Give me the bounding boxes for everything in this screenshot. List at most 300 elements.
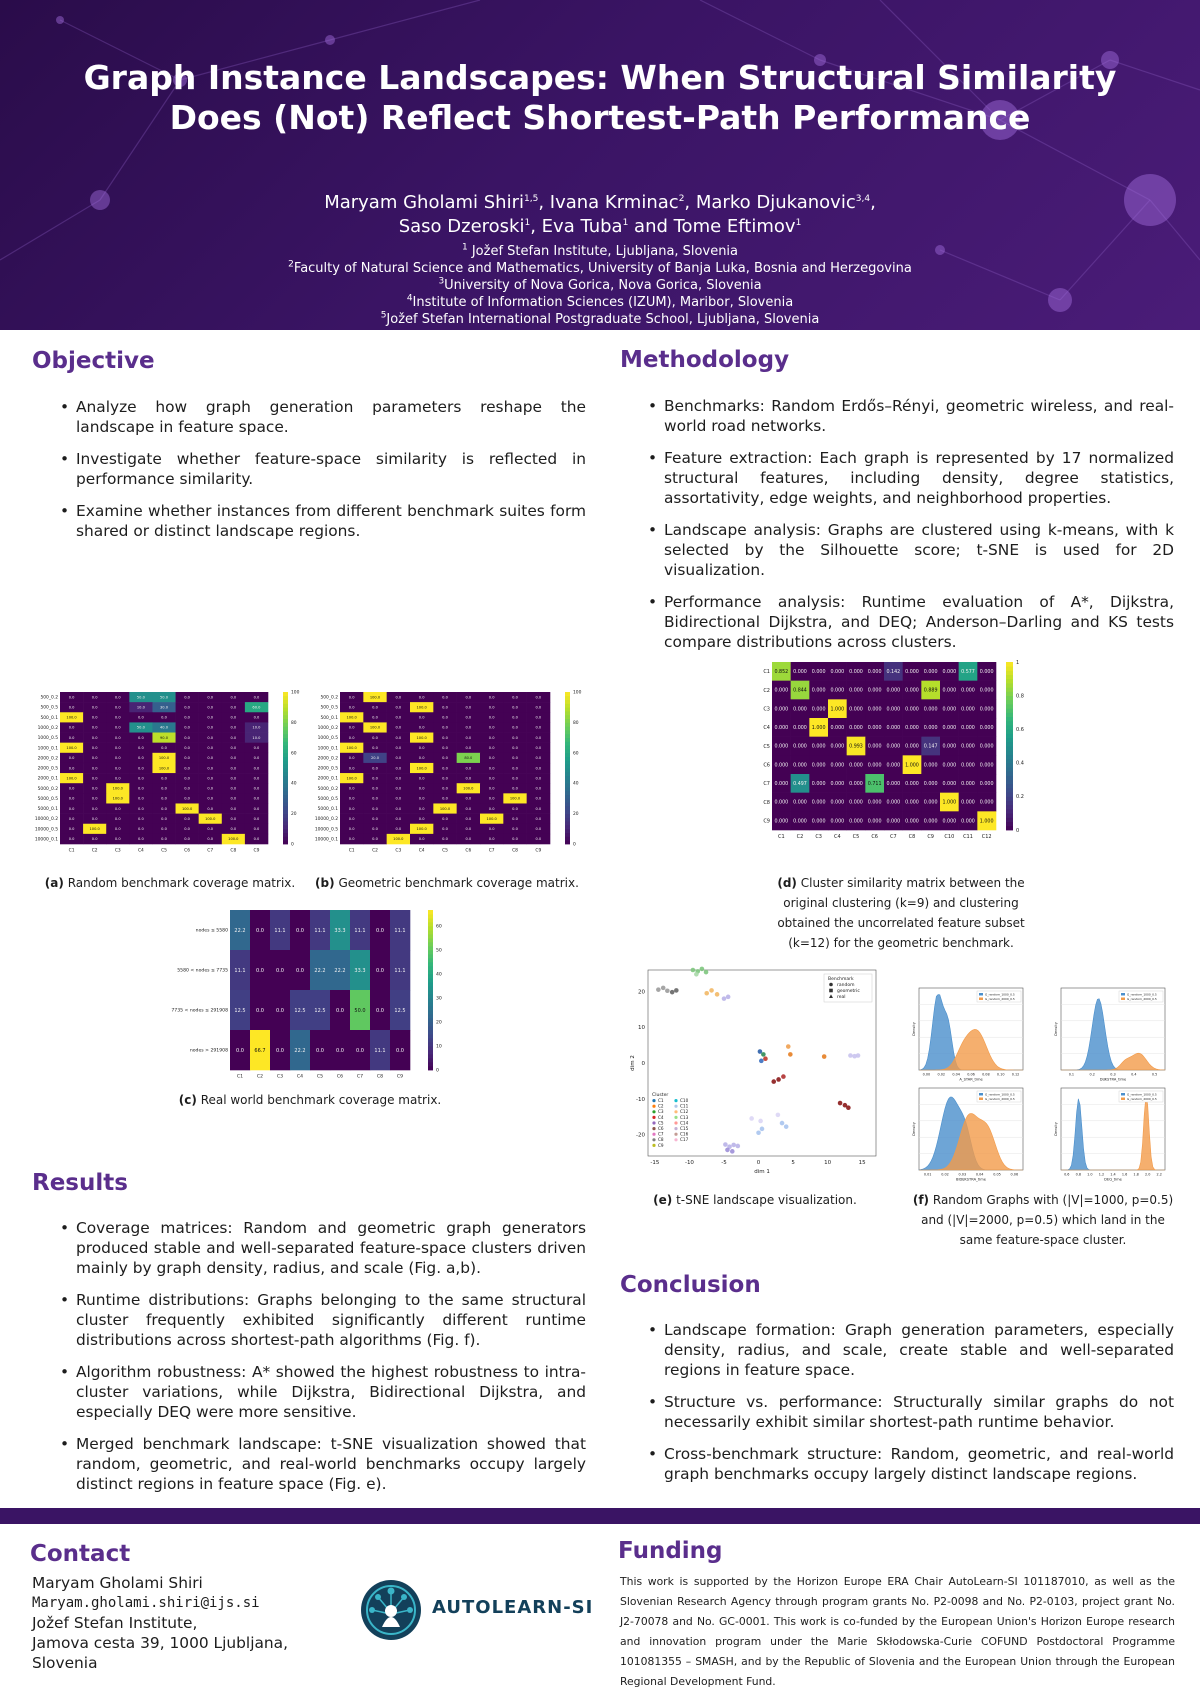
row-tick-label: 1000_0.5 (317, 736, 338, 742)
y-axis-label: Density (1054, 1122, 1058, 1136)
caption-label: (d) (777, 876, 797, 890)
cell-value-label: 0.0 (253, 786, 260, 791)
colorbar-segment (428, 1026, 433, 1030)
cell-value-label: 0.0 (114, 695, 121, 700)
cell-value-label: 0.0 (512, 705, 518, 710)
cell-value-label: 1.000 (979, 819, 994, 825)
col-tick-label: C4 (833, 834, 841, 840)
tsne-point (730, 1149, 735, 1154)
col-tick-label: C9 (253, 848, 260, 854)
cell-value-label: 100.0 (463, 786, 474, 791)
row-tick-label: C5 (763, 743, 770, 750)
cell-value-label: 0.000 (867, 670, 882, 676)
x-tick-label: 0.02 (941, 1172, 949, 1177)
cell-value-label: 0.000 (886, 726, 901, 732)
caption-text: Cluster similarity matrix between the original clustering (k=9) and clustering obtained the uncorrelated feature subset (k=12) for the geometric benchmark. (777, 876, 1025, 950)
cell-value-label: 0.0 (138, 786, 144, 791)
tsne-point (784, 1124, 789, 1129)
cell-value-label: 0.0 (465, 715, 472, 720)
legend-label: G_random_2000_0.5 (1127, 996, 1157, 1001)
cell-value-label: 0.0 (253, 766, 260, 771)
cell-value-label: 0.0 (372, 766, 378, 771)
legend-marker (829, 989, 833, 993)
colorbar-segment (283, 833, 288, 837)
colorbar-segment (565, 802, 570, 806)
colorbar-segment (565, 817, 570, 821)
contact-email-link[interactable]: Maryam.gholami.shiri@ijs.si (32, 1595, 260, 1611)
cell-value-label: 0.0 (253, 695, 260, 700)
cell-value-label: 0.000 (979, 782, 994, 788)
col-tick-label: C8 (512, 848, 518, 854)
colorbar-segment (1006, 759, 1013, 764)
cell-value-label: 12.5 (294, 1007, 306, 1014)
cell-value-label: 0.0 (395, 735, 402, 740)
cell-value-label: 0.0 (418, 695, 425, 700)
colorbar-segment (1006, 696, 1013, 701)
cell-value-label: 0.0 (535, 766, 542, 771)
col-tick-label: C5 (161, 848, 167, 854)
colorbar-tick-label: 10 (436, 1044, 442, 1050)
cell-value-label: 0.000 (886, 707, 901, 713)
cell-value-label: 0.000 (849, 763, 863, 769)
cell-value-label: 22.2 (294, 1047, 306, 1054)
cell-value-label: 0.000 (923, 819, 938, 825)
colorbar-tick-label: 0 (291, 842, 294, 848)
cell-value-label: 0.000 (830, 782, 845, 788)
cell-value-label: 0.0 (138, 816, 144, 821)
cell-value-label: 0.852 (774, 670, 789, 676)
cell-value-label: 0.000 (774, 744, 789, 750)
row-tick-label: 1000_0.2 (317, 726, 338, 732)
col-tick-label: C1 (348, 848, 355, 854)
x-tick-label: 0.5 (1151, 1072, 1158, 1077)
colorbar-tick-label: 0.8 (1016, 693, 1024, 700)
cell-value-label: 0.0 (442, 816, 448, 821)
conclusion-heading: Conclusion (620, 1272, 761, 1298)
cell-value-label: 0.0 (465, 816, 472, 821)
author-list: Maryam Gholami Shiri$^{1,5}$, Ivana Krminac$^2$, Marko Djukanovic$^{3,4}$, Saso Dzeroski$^1$, Eva Tuba$^1$ and Tome Eftimov$^1$ (324, 192, 876, 237)
cell-value-label: 0.0 (184, 776, 190, 781)
colorbar-tick-label: 100 (291, 690, 300, 696)
colorbar-segment (428, 954, 433, 958)
colorbar-segment (565, 738, 570, 742)
x-tick-label: 1.2 (1098, 1172, 1105, 1177)
col-tick-label: C6 (871, 834, 879, 840)
y-axis-label: Density (912, 1022, 916, 1036)
cell-value-label: 0.0 (114, 725, 121, 730)
legend-swatch (1121, 998, 1125, 1001)
author-name: Saso Dzeroski (398, 216, 525, 237)
cell-value-label: 11.1 (394, 967, 406, 974)
col-tick-label: C1 (777, 834, 785, 840)
cell-value-label: 0.0 (114, 827, 121, 832)
cell-value-label: 0.0 (348, 695, 355, 700)
cell-value-label: 0.0 (138, 827, 144, 832)
colorbar-segment (428, 910, 433, 914)
cell-value-label: 0.0 (488, 695, 495, 700)
cell-value-label: 11.1 (354, 927, 366, 934)
affiliation-sup: 4 (406, 293, 413, 304)
cell-value-label: 0.0 (535, 715, 542, 720)
caption-label: (b) (315, 876, 335, 890)
row-tick-label: 500_0.2 (40, 695, 58, 701)
colorbar-segment (1006, 780, 1013, 785)
cell-value-label: 10.0 (252, 735, 261, 740)
col-tick-label: C3 (276, 1074, 284, 1080)
cell-value-label: 0.0 (442, 745, 448, 750)
cell-value-label: 0.0 (230, 766, 237, 771)
colorbar-segment (1006, 708, 1013, 713)
col-tick-label: C8 (230, 848, 237, 854)
colorbar-tick-label: 20 (573, 812, 579, 818)
author-name: Marko Djukanovic (695, 192, 856, 213)
cell-value-label: 0.0 (488, 725, 495, 730)
cell-value-label: 0.0 (535, 705, 542, 710)
colorbar-segment (428, 1058, 433, 1062)
colorbar-segment (565, 806, 570, 810)
x-tick-label: 5 (791, 1160, 795, 1166)
cluster-legend-label: C5 (658, 1120, 664, 1126)
cell-value-label: 0.000 (830, 744, 845, 750)
col-tick-label: C4 (296, 1074, 304, 1080)
cell-value-label: 0.0 (207, 776, 214, 781)
cluster-legend-marker (674, 1121, 677, 1124)
cell-value-label: 1.000 (811, 726, 826, 732)
affiliation-text: University of Nova Gorica, Nova Gorica, Slovenia (444, 278, 762, 293)
cell-value-label: 0.000 (905, 744, 919, 750)
cell-value-label: 10.0 (252, 725, 261, 730)
y-axis-label: Density (1054, 1022, 1058, 1036)
cell-value-label: 12.5 (234, 1007, 246, 1014)
colorbar-segment (1006, 792, 1013, 797)
colorbar-tick-label: 50 (436, 948, 442, 954)
caption-label: (a) (44, 876, 64, 890)
colorbar-tick-label: 30 (436, 996, 442, 1002)
colorbar-segment (1006, 771, 1013, 776)
caption-label: (f) (912, 1193, 930, 1207)
colorbar-segment (565, 719, 570, 723)
cell-value-label: 0.000 (849, 670, 863, 676)
colorbar-segment (1006, 784, 1013, 789)
cluster-legend-marker (652, 1121, 655, 1124)
colorbar-segment (283, 836, 288, 840)
cell-value-label: 0.0 (372, 827, 378, 832)
cell-value-label: 0.0 (396, 1047, 404, 1054)
author-sup: 1 (622, 218, 629, 228)
row-tick-label: nodes ≤ 5580 (195, 928, 228, 934)
cell-value-label: 0.000 (961, 782, 975, 788)
cell-value-label: 0.0 (138, 806, 144, 811)
colorbar-segment (1006, 675, 1013, 680)
col-tick-label: C3 (815, 834, 823, 840)
cell-value-label: 0.0 (316, 1047, 324, 1054)
cell-value-label: 0.0 (418, 745, 425, 750)
figure-e-caption (640, 1190, 870, 1210)
row-tick-label: 500_0.2 (320, 695, 338, 701)
cell-value-label: 0.0 (161, 745, 167, 750)
cell-value-label: 0.0 (91, 745, 98, 750)
cell-value-label: 0.000 (774, 782, 789, 788)
cell-value-label: 0.0 (418, 715, 425, 720)
cell-value-label: 0.000 (886, 688, 901, 694)
x-tick-label: 2.2 (1156, 1172, 1162, 1177)
row-tick-label: nodes > 291908 (189, 1048, 228, 1054)
cell-value-label: 66.7 (254, 1047, 266, 1054)
cell-value-label: 0.0 (418, 786, 425, 791)
cell-value-label: 0.0 (184, 786, 190, 791)
caption-label: (e) (653, 1193, 673, 1207)
cell-value-label: 0.0 (372, 837, 378, 842)
cell-value-label: 0.0 (207, 715, 214, 720)
cell-value-label: 0.0 (230, 796, 237, 801)
cell-value-label: 0.0 (395, 756, 402, 761)
colorbar-segment (283, 779, 288, 783)
y-tick-label: -10 (636, 1096, 645, 1103)
colorbar-segment (1006, 691, 1013, 696)
colorbar-segment (565, 741, 570, 745)
cell-value-label: 0.000 (793, 819, 807, 825)
funding-heading: Funding (618, 1538, 723, 1564)
cell-value-label: 0.000 (849, 688, 863, 694)
affiliation-text: Faculty of Natural Science and Mathematics, University of Banja Luka, Bosnia and Herzegovina (293, 261, 912, 276)
cell-value-label: 50.0 (354, 1007, 366, 1014)
cell-value-label: 0.000 (793, 707, 807, 713)
poster-title (0, 58, 1200, 138)
colorbar-segment (565, 810, 570, 814)
cell-value-label: 0.0 (336, 1007, 344, 1014)
colorbar-tick-label: 1 (1016, 659, 1020, 666)
tsne-point (781, 1074, 786, 1079)
colorbar-segment (1006, 738, 1013, 743)
colorbar-segment (428, 942, 433, 946)
cell-value-label: 100.0 (112, 796, 123, 801)
cell-value-label: 1.000 (905, 763, 919, 769)
cell-value-label: 0.0 (91, 806, 98, 811)
cell-value-label: 100.0 (416, 766, 427, 771)
cell-value-label: 0.0 (372, 745, 378, 750)
col-tick-label: C9 (396, 1074, 404, 1080)
cell-value-label: 0.0 (465, 745, 472, 750)
cell-value-label: 0.000 (867, 744, 882, 750)
legend-label: geometric (837, 989, 860, 994)
cell-value-label: 100.0 (205, 816, 216, 821)
y-axis-label: dim 2 (630, 1055, 636, 1071)
cell-value-label: 0.0 (465, 827, 472, 832)
cell-value-label: 0.0 (465, 766, 472, 771)
cell-value-label: 11.1 (394, 927, 406, 934)
tsne-point (709, 988, 714, 993)
cell-value-label: 0.000 (830, 800, 845, 806)
cell-value-label: 40.0 (159, 725, 169, 730)
row-tick-label: 2000_0.1 (317, 776, 338, 782)
colorbar-segment (283, 776, 288, 780)
cell-value-label: 0.000 (923, 763, 938, 769)
contact-street: Jamova cesta 39, 1000 Ljubljana, (32, 1634, 288, 1652)
cell-value-label: 100.0 (416, 705, 427, 710)
row-tick-label: 5000_0.2 (37, 786, 58, 792)
colorbar-segment (428, 990, 433, 994)
colorbar-segment (565, 814, 570, 818)
colorbar-segment (283, 753, 288, 757)
colorbar-segment (283, 825, 288, 829)
cell-value-label: 0.0 (114, 745, 121, 750)
cell-value-label: 0.000 (942, 763, 957, 769)
affiliation (0, 260, 1200, 277)
cell-value-label: 0.0 (114, 837, 121, 842)
tsne-point (822, 1054, 827, 1059)
cell-value-label: 0.0 (418, 806, 425, 811)
colorbar-tick-label: 60 (573, 751, 579, 757)
cell-value-label: 0.000 (961, 707, 975, 713)
cell-value-label: 100.0 (158, 766, 170, 771)
tsne-point (848, 1053, 853, 1058)
colorbar-segment (428, 1022, 433, 1026)
cell-value-label: 0.0 (68, 695, 75, 700)
cell-value-label: 0.0 (488, 705, 495, 710)
cell-value-label: 11.1 (314, 927, 326, 934)
colorbar-tick-label: 80 (573, 720, 579, 726)
colorbar-segment (283, 722, 288, 726)
cell-value-label: 0.000 (905, 670, 919, 676)
cell-value-label: 0.0 (138, 745, 144, 750)
affiliation-sup: 2 (288, 259, 294, 270)
colorbar-segment (1006, 721, 1013, 726)
caption-text: t-SNE landscape visualization. (676, 1193, 857, 1207)
row-tick-label: 1000_0.2 (37, 726, 58, 732)
tsne-point (656, 987, 661, 992)
cell-value-label: 0.000 (774, 800, 789, 806)
cell-value-label: 0.0 (236, 1047, 244, 1054)
colorbar-segment (1006, 801, 1013, 806)
cell-value-label: 0.0 (442, 735, 448, 740)
x-tick-label: -15 (650, 1160, 660, 1166)
cell-value-label: 0.0 (512, 786, 518, 791)
row-tick-label: 2000_0.2 (317, 756, 338, 762)
colorbar-segment (565, 703, 570, 707)
colorbar-segment (283, 760, 288, 764)
cell-value-label: 0.0 (465, 695, 472, 700)
cell-value-label: 100.0 (416, 735, 427, 740)
col-tick-label: C7 (207, 848, 214, 854)
cell-value-label: 0.0 (442, 766, 448, 771)
x-tick-label: 0.6 (1064, 1172, 1070, 1177)
cluster-legend-label: C15 (680, 1126, 689, 1131)
colorbar-segment (1006, 796, 1013, 801)
x-tick-label: 0.2 (1089, 1072, 1095, 1077)
colorbar-segment (565, 745, 570, 749)
cell-value-label: 0.577 (961, 670, 975, 676)
colorbar-segment (565, 791, 570, 795)
tsne-point (780, 1121, 785, 1126)
cell-value-label: 0.0 (161, 786, 167, 791)
cell-value-label: 0.0 (161, 806, 167, 811)
colorbar-segment (428, 982, 433, 986)
cell-value-label: 0.0 (230, 735, 237, 740)
cluster-legend-marker (674, 1099, 677, 1102)
cluster-legend-marker (652, 1138, 655, 1141)
cell-value-label: 0.0 (253, 837, 260, 842)
tsne-point (760, 1127, 765, 1132)
colorbar-tick-label: 0 (436, 1068, 439, 1074)
results-item: • Coverage matrices: Random and geometric graph generators produced stable and well-separated feature-space clusters driven mainly by graph density, radius, and scale (Fig. a,b). (58, 1218, 586, 1278)
colorbar-segment (283, 814, 288, 818)
col-tick-label: C9 (927, 834, 935, 840)
colorbar-segment (428, 918, 433, 922)
col-tick-label: C12 (981, 834, 992, 840)
author-name: Maryam Gholami Shiri (324, 192, 524, 213)
y-tick-label: 0 (641, 1061, 645, 1067)
cell-value-label: 0.0 (488, 776, 495, 781)
row-tick-label: 500_0.5 (320, 705, 338, 711)
colorbar-segment (283, 741, 288, 745)
cell-value-label: 0.0 (372, 786, 378, 791)
cell-value-label: 0.0 (512, 715, 518, 720)
cell-value-label: 0.0 (418, 776, 425, 781)
cell-value-label: 0.0 (161, 776, 167, 781)
col-tick-label: C9 (535, 848, 542, 854)
cell-value-label: 60.0 (252, 705, 261, 710)
colorbar-tick-label: 80 (291, 720, 297, 726)
colorbar-segment (428, 1054, 433, 1058)
colorbar-segment (428, 994, 433, 998)
cell-value-label: 0.0 (256, 927, 264, 934)
cell-value-label: 22.2 (334, 967, 346, 974)
autolearn-logo-icon (358, 1577, 424, 1643)
cell-value-label: 0.0 (184, 766, 190, 771)
cell-value-label: 0.0 (395, 766, 402, 771)
colorbar-tick-label: 40 (291, 781, 297, 787)
cell-value-label: 0.0 (488, 745, 495, 750)
colorbar-tick-label: 40 (436, 972, 442, 978)
cell-value-label: 0.0 (207, 725, 214, 730)
colorbar-segment (428, 1046, 433, 1050)
cell-value-label: 0.0 (114, 766, 121, 771)
row-tick-label: 500_0.5 (40, 705, 58, 711)
author-sup: 1 (795, 218, 802, 228)
cell-value-label: 0.0 (256, 1007, 264, 1014)
tsne-point (756, 1130, 761, 1135)
colorbar-segment (1006, 679, 1013, 684)
col-tick-label: C6 (336, 1074, 344, 1080)
cell-value-label: 0.0 (91, 837, 98, 842)
colorbar-segment (565, 707, 570, 711)
cell-value-label: 0.0 (348, 806, 355, 811)
tsne-point (704, 970, 709, 975)
cell-value-label: 0.0 (348, 837, 355, 842)
cell-value-label: 0.0 (256, 967, 264, 974)
tsne-point (788, 1052, 793, 1057)
cell-value-label: 0.0 (488, 766, 495, 771)
cell-value-label: 0.0 (535, 695, 542, 700)
colorbar-segment (428, 978, 433, 982)
cell-value-label: 0.000 (886, 744, 901, 750)
cell-value-label: 0.0 (161, 715, 167, 720)
tsne-point (776, 1113, 781, 1118)
cell-value-label: 0.0 (68, 756, 75, 761)
cell-value-label: 100.0 (416, 827, 427, 832)
cell-value-label: 0.000 (867, 726, 882, 732)
tsne-point (722, 996, 727, 1001)
cell-value-label: 0.0 (395, 806, 402, 811)
cell-value-label: 0.0 (91, 735, 98, 740)
colorbar-segment (565, 711, 570, 715)
cell-value-label: 0.0 (253, 796, 260, 801)
x-tick-label: 1.8 (1133, 1172, 1139, 1177)
cell-value-label: 0.0 (512, 806, 518, 811)
cell-value-label: 0.0 (138, 715, 144, 720)
cell-value-label: 0.0 (395, 786, 402, 791)
cell-value-label: 0.000 (923, 782, 938, 788)
